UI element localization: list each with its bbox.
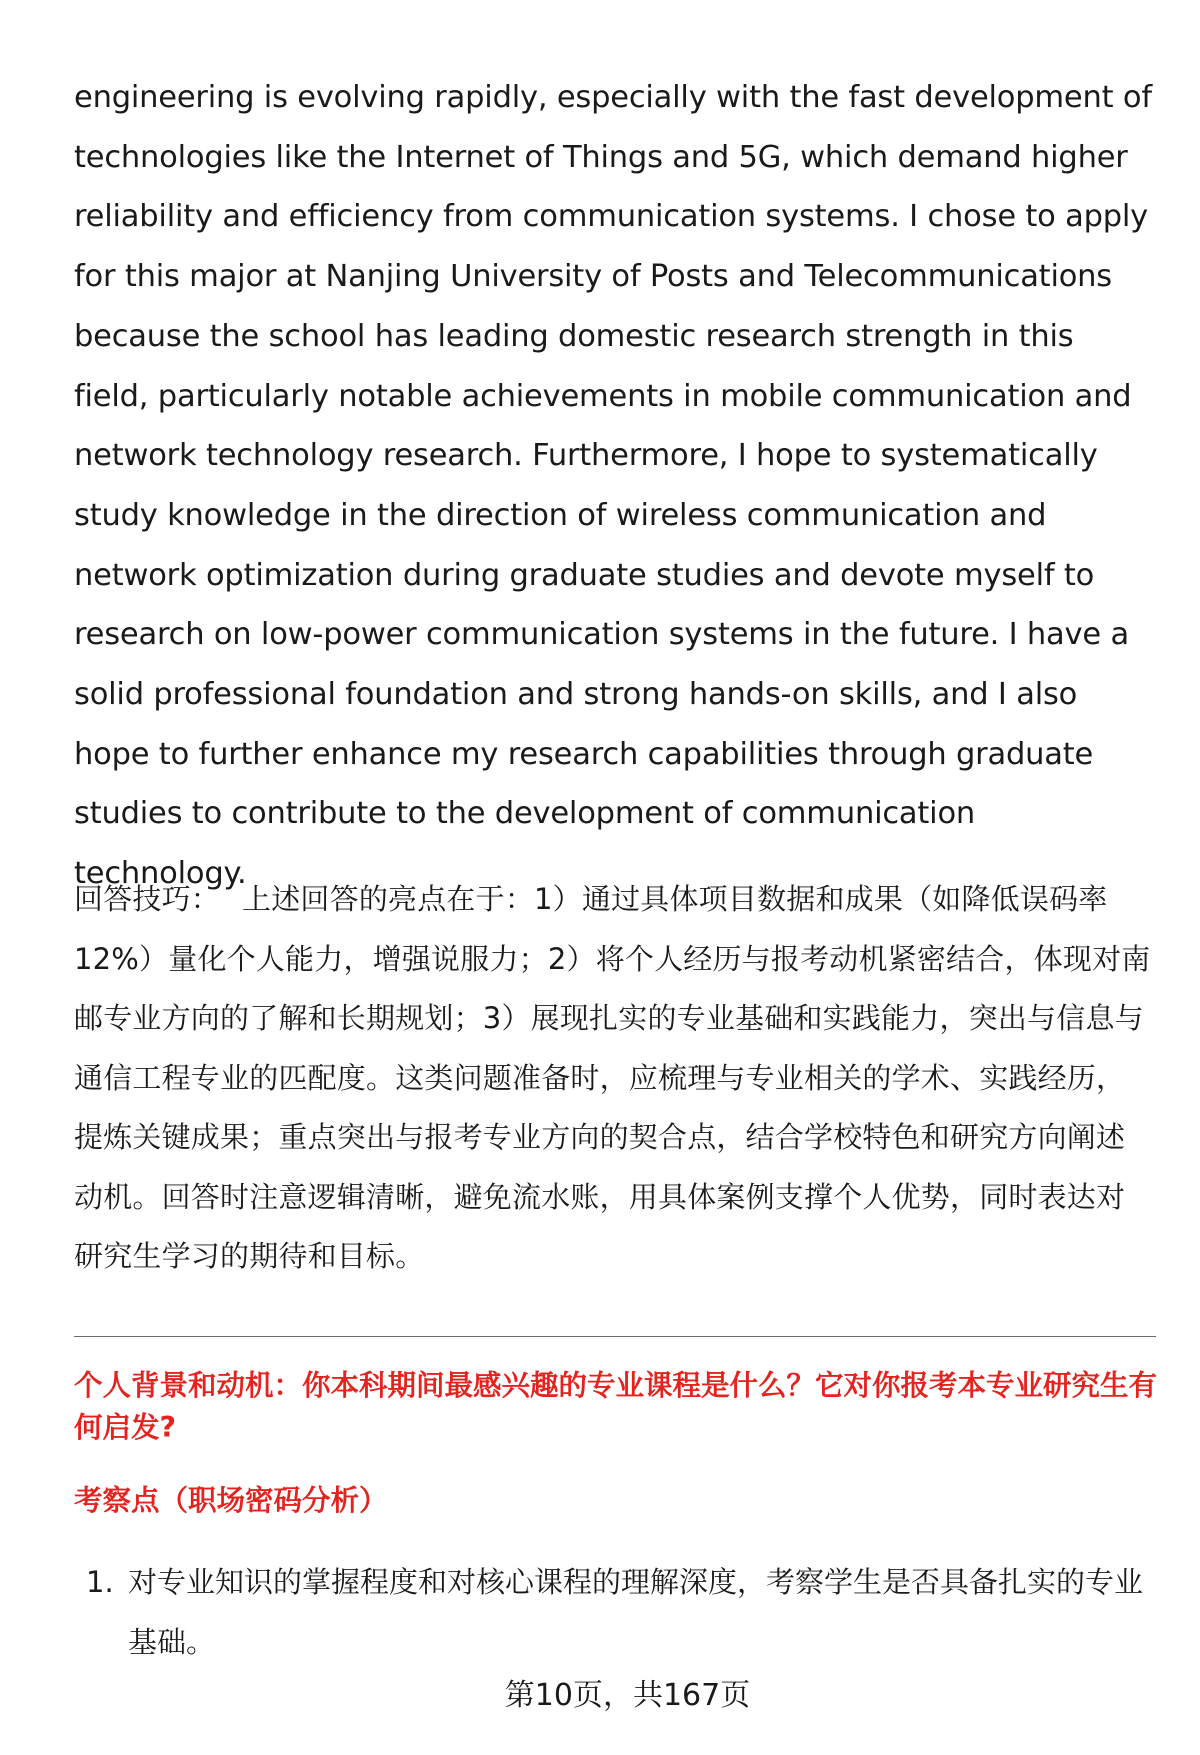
answer-body-text: engineering is evolving rapidly, especially with the fast development of technologies like the Internet of Things and 5G, which demand higher reliability and efficiency from communication systems. I chose to apply for this major at Nanjing University of Posts and Telecommunications because the school has leading domestic research strength in this field, particularly notable achievements in mobile communication and network technology research. Furthermore, I hope to systematically study knowledge in the direction of wireless communication and network optimization during graduate studies and devote myself to research on low-power communication systems in the future. I have a solid professional foundation and strong hands-on skills, and I also hope to further enhance my research capabilities through graduate studies to contribute to the development of communication technology. <box>74 80 1152 892</box>
answer-tips-paragraph <box>74 870 1154 1287</box>
list-item-text: 对专业知识的掌握程度和对核心课程的理解深度，考察学生是否具备扎实的专业基础。 <box>128 1565 1144 1659</box>
assessment-points-heading: 考察点（职场密码分析） <box>74 1484 388 1517</box>
assessment-points-list <box>74 1552 1154 1672</box>
tips-text: 上述回答的亮点在于：1）通过具体项目数据和成果（如降低误码率12%）量化个人能力，增强说服力；2）将个人经历与报考动机紧密结合，体现对南邮专业方向的了解和长期规划；3）展现扎实的专业基础和实践能力，突出与信息与通信工程专业的匹配度。这类问题准备时，应梳理与专业相关的学术、实践经历，提炼关键成果；重点突出与报考专业方向的契合点，结合学校特色和研究方向阐述动机。回答时注意逻辑清晰，避免流水账，用具体案例支撑个人优势，同时表达对研究生学习的期待和目标。 <box>74 882 1151 1273</box>
page-number-footer: 第10页，共167页 <box>504 1678 751 1713</box>
tips-label: 回答技巧： <box>74 882 221 916</box>
document-page <box>74 0 1158 1755</box>
list-item-number: 1. <box>86 1565 114 1599</box>
list-item <box>74 1552 1154 1672</box>
question-heading: 个人背景和动机：你本科期间最感兴趣的专业课程是什么？它对你报考本专业研究生有何启发? <box>74 1369 1158 1444</box>
section-divider <box>74 1336 1156 1337</box>
